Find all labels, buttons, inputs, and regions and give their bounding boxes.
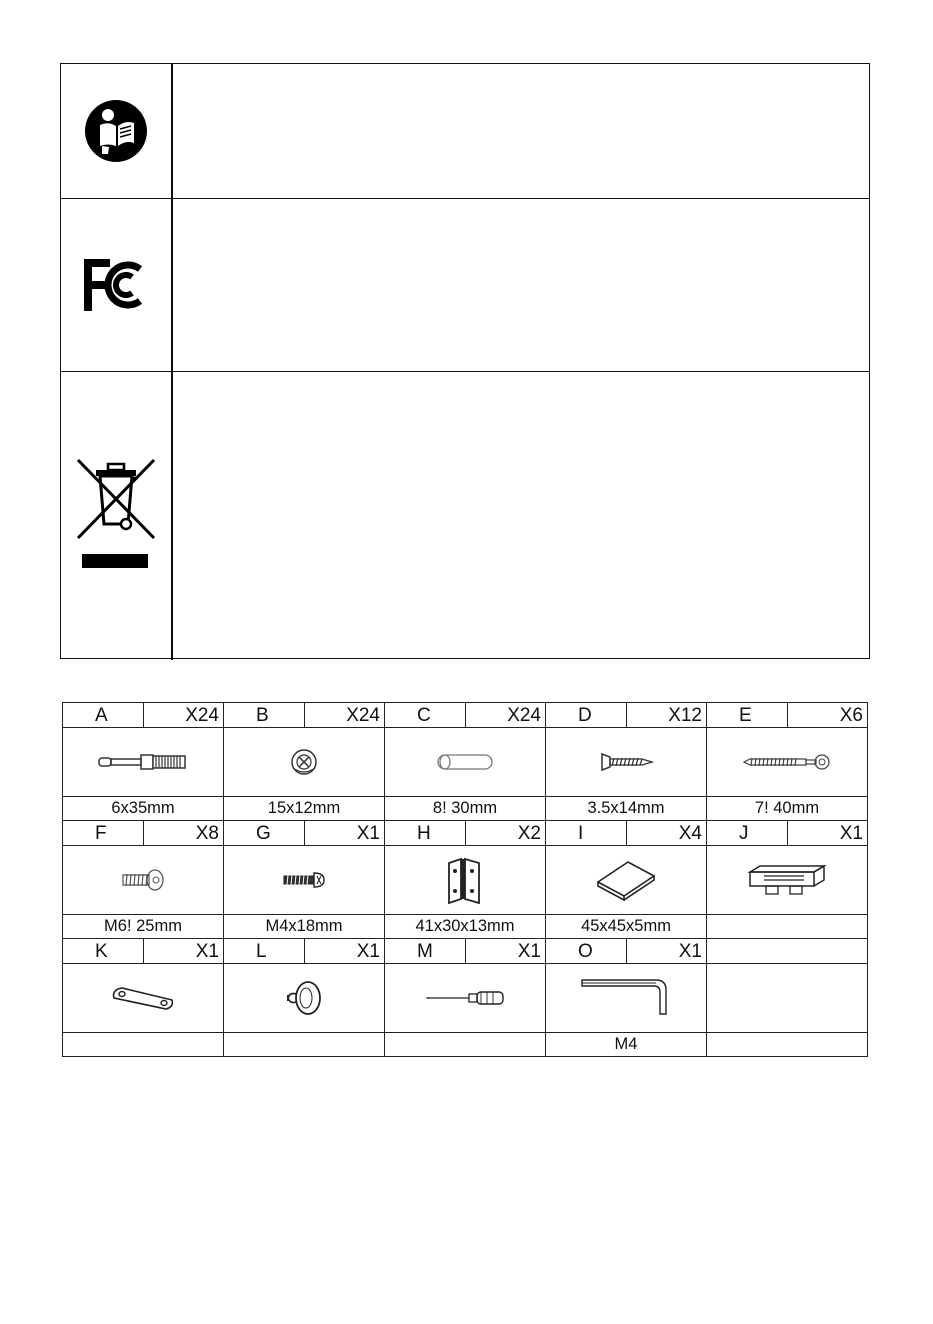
long-screw-icon bbox=[742, 751, 832, 773]
parts-image-row bbox=[63, 846, 868, 915]
part-quantity: X1 bbox=[144, 939, 224, 964]
part-quantity: X1 bbox=[627, 939, 707, 964]
part-size: 6x35mm bbox=[63, 797, 224, 821]
part-image-cell bbox=[385, 964, 546, 1033]
part-letter: F bbox=[63, 821, 144, 846]
symbol-text-cell bbox=[174, 64, 869, 198]
part-quantity: X2 bbox=[466, 821, 546, 846]
part-image-cell bbox=[546, 728, 707, 797]
cam-bolt-icon bbox=[95, 750, 191, 774]
symbol-text-cell bbox=[174, 372, 869, 660]
machine-screw-icon bbox=[280, 870, 328, 890]
part-size: M4x18mm bbox=[224, 915, 385, 939]
part-quantity: X6 bbox=[788, 703, 868, 728]
part-image-cell bbox=[63, 728, 224, 797]
part-size bbox=[707, 915, 868, 939]
part-image-cell bbox=[385, 846, 546, 915]
symbol-text-cell bbox=[174, 199, 869, 371]
allen-key-icon bbox=[578, 976, 674, 1020]
part-image-cell bbox=[224, 846, 385, 915]
part-image-cell bbox=[546, 964, 707, 1033]
part-image-cell-empty bbox=[707, 964, 868, 1033]
symbol-row-manual bbox=[61, 64, 869, 199]
part-image-cell bbox=[707, 846, 868, 915]
part-quantity: X24 bbox=[466, 703, 546, 728]
symbol-row-fcc bbox=[61, 199, 869, 372]
parts-header-row bbox=[63, 703, 868, 728]
part-image-cell bbox=[63, 846, 224, 915]
part-quantity: X24 bbox=[305, 703, 385, 728]
part-size bbox=[707, 1033, 868, 1057]
hex-bolt-icon bbox=[119, 868, 167, 892]
parts-image-row bbox=[63, 728, 868, 797]
part-size: 41x30x13mm bbox=[385, 915, 546, 939]
part-image-cell bbox=[546, 846, 707, 915]
part-image-cell bbox=[385, 728, 546, 797]
symbol-row-weee bbox=[61, 372, 869, 660]
part-letter: H bbox=[385, 821, 466, 846]
part-letter: K bbox=[63, 939, 144, 964]
symbol-icon-cell bbox=[61, 372, 173, 660]
part-size: M4 bbox=[546, 1033, 707, 1057]
symbols-table bbox=[60, 63, 870, 659]
felt-pad-icon bbox=[594, 858, 658, 902]
part-quantity: X1 bbox=[466, 939, 546, 964]
part-letter: B bbox=[224, 703, 305, 728]
part-size: 3.5x14mm bbox=[546, 797, 707, 821]
part-letter: O bbox=[546, 939, 627, 964]
part-size: M6! 25mm bbox=[63, 915, 224, 939]
part-size bbox=[63, 1033, 224, 1057]
read-manual-icon bbox=[84, 99, 148, 163]
part-letter: M bbox=[385, 939, 466, 964]
magnetic-catch-icon bbox=[746, 860, 828, 900]
part-letter: C bbox=[385, 703, 466, 728]
part-image-cell bbox=[707, 728, 868, 797]
part-letter: G bbox=[224, 821, 305, 846]
part-quantity: X1 bbox=[305, 939, 385, 964]
part-quantity: X1 bbox=[788, 821, 868, 846]
wood-dowel-icon bbox=[432, 751, 498, 773]
cam-lock-icon bbox=[287, 746, 321, 778]
part-image-cell bbox=[63, 964, 224, 1033]
fcc-logo-icon bbox=[80, 255, 152, 315]
part-empty-header bbox=[707, 939, 868, 964]
parts-size-row bbox=[63, 1033, 868, 1057]
part-quantity: X8 bbox=[144, 821, 224, 846]
parts-size-row bbox=[63, 915, 868, 939]
part-size: 7! 40mm bbox=[707, 797, 868, 821]
part-size: 15x12mm bbox=[224, 797, 385, 821]
parts-header-row bbox=[63, 821, 868, 846]
symbol-icon-cell bbox=[61, 199, 173, 371]
part-size bbox=[224, 1033, 385, 1057]
wood-screw-icon bbox=[598, 751, 654, 773]
part-letter: D bbox=[546, 703, 627, 728]
part-image-cell bbox=[224, 728, 385, 797]
part-size: 8! 30mm bbox=[385, 797, 546, 821]
part-quantity: X12 bbox=[627, 703, 707, 728]
knob-icon bbox=[282, 978, 326, 1018]
part-quantity: X1 bbox=[305, 821, 385, 846]
part-size bbox=[385, 1033, 546, 1057]
part-letter: E bbox=[707, 703, 788, 728]
parts-image-row bbox=[63, 964, 868, 1033]
parts-list-table bbox=[62, 702, 868, 1057]
symbol-icon-cell bbox=[61, 64, 173, 198]
parts-header-row bbox=[63, 939, 868, 964]
part-letter: A bbox=[63, 703, 144, 728]
parts-size-row bbox=[63, 797, 868, 821]
connector-plate-icon bbox=[110, 983, 176, 1013]
part-quantity: X24 bbox=[144, 703, 224, 728]
part-letter: J bbox=[707, 821, 788, 846]
part-letter: L bbox=[224, 939, 305, 964]
part-size: 45x45x5mm bbox=[546, 915, 707, 939]
hinge-icon bbox=[445, 855, 485, 905]
screwdriver-icon bbox=[423, 988, 507, 1008]
part-letter: I bbox=[546, 821, 627, 846]
part-quantity: X4 bbox=[627, 821, 707, 846]
weee-crossed-bin-icon bbox=[74, 456, 158, 576]
part-image-cell bbox=[224, 964, 385, 1033]
